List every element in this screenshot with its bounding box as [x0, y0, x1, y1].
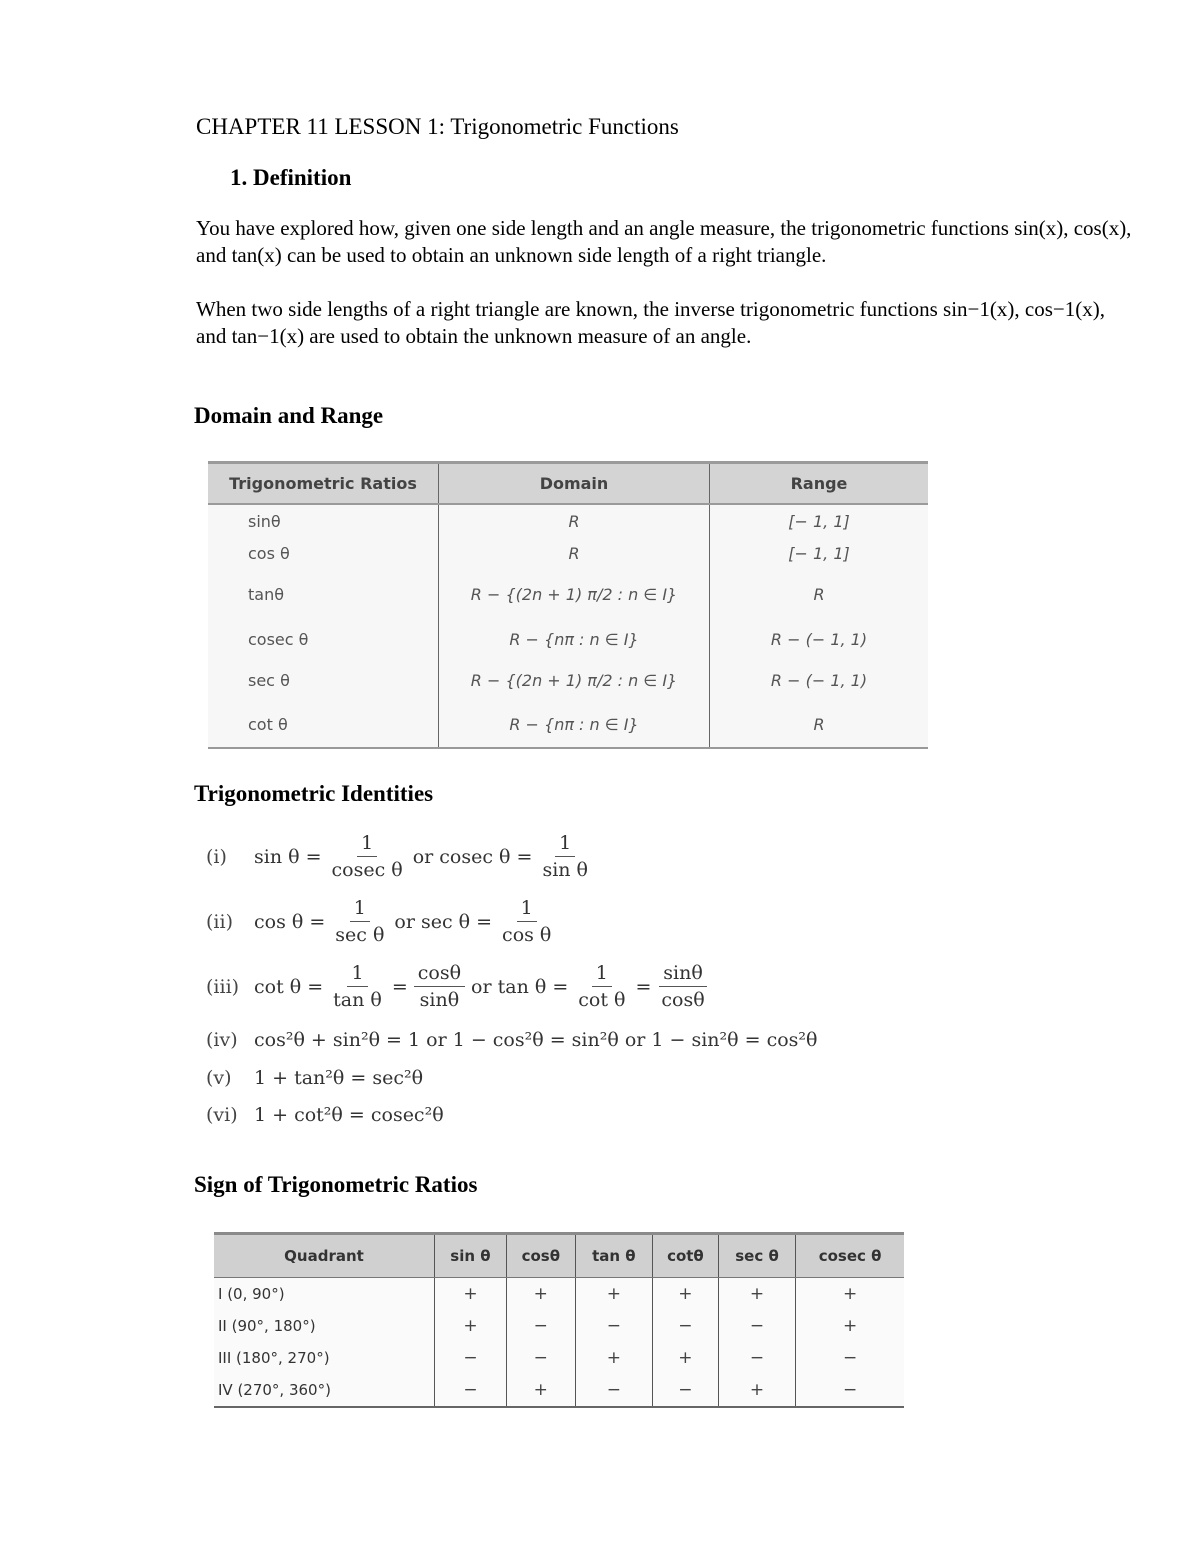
range-cell: R − (− 1, 1): [710, 620, 929, 658]
domain-cell: R: [439, 504, 710, 538]
identity-number: (iii): [206, 975, 240, 998]
identity-lhs: cot θ =: [254, 975, 324, 998]
table-header-row: [208, 463, 928, 505]
column-header: cotθ: [652, 1234, 718, 1278]
numerator: 1: [517, 897, 537, 922]
column-header: Range: [710, 463, 929, 505]
sign-cell: −: [575, 1310, 652, 1342]
heading-domain-range: Domain and Range: [194, 403, 384, 428]
identity-number: (vi): [206, 1104, 238, 1126]
sign-table: [214, 1232, 904, 1408]
sign-cell: −: [435, 1374, 507, 1407]
range-cell: R: [710, 702, 929, 748]
numerator: 1: [555, 832, 575, 857]
sign-cell: −: [718, 1310, 795, 1342]
table-row: [214, 1278, 904, 1311]
page-title: CHAPTER 11 LESSON 1: Trigonometric Functions: [196, 114, 679, 139]
identity-v: [206, 1067, 423, 1089]
denominator: cos θ: [502, 924, 552, 946]
domain-cell: R: [439, 538, 710, 568]
ratio-cell: sinθ: [248, 512, 281, 531]
paragraph-definition-1: You have explored how, given one side length and an angle measure, the trigonometric functions sin(x), cos(x), and tan(x) can be used to obtain an unknown side length of a right triangle.: [196, 216, 1132, 267]
numerator: cosθ: [414, 962, 465, 987]
ratio-cell: tanθ: [248, 584, 285, 604]
sign-cell: −: [506, 1310, 575, 1342]
identity-ii: [206, 897, 561, 946]
sign-cell: −: [796, 1342, 904, 1374]
equals-sign: =: [635, 975, 652, 998]
ratio-cell: cos θ: [248, 543, 290, 563]
domain-range-table: [208, 461, 928, 749]
domain-cell: R − {(2n + 1) π/2 : n ∈ I}: [439, 568, 710, 620]
identity-lhs: cos θ =: [254, 910, 326, 933]
range-cell: [− 1, 1]: [710, 504, 929, 538]
sign-cell: +: [718, 1374, 795, 1407]
column-header: Quadrant: [214, 1234, 435, 1278]
column-header: sec θ: [718, 1234, 795, 1278]
equals-sign: =: [391, 975, 408, 998]
table-row: [208, 620, 928, 658]
table-row: [214, 1342, 904, 1374]
sign-cell: +: [652, 1342, 718, 1374]
denominator: sec θ: [335, 924, 385, 946]
sign-cell: −: [435, 1342, 507, 1374]
sign-cell: +: [435, 1310, 507, 1342]
sign-cell: −: [796, 1374, 904, 1407]
heading-identities: Trigonometric Identities: [194, 781, 434, 806]
table-header-row: [214, 1234, 904, 1278]
sign-cell: +: [435, 1278, 507, 1311]
identity-number: (i): [206, 845, 227, 868]
domain-cell: R − {nπ : n ∈ I}: [439, 620, 710, 658]
numerator: 1: [350, 897, 370, 922]
quadrant-cell: I (0, 90°): [218, 1285, 285, 1303]
ratio-cell: cot θ: [208, 702, 439, 748]
sign-cell: −: [506, 1342, 575, 1374]
sign-cell: +: [652, 1278, 718, 1311]
numerator: 1: [347, 962, 367, 987]
sign-cell: +: [506, 1278, 575, 1311]
sign-cell: +: [575, 1342, 652, 1374]
column-header: cosθ: [506, 1234, 575, 1278]
sign-cell: −: [575, 1374, 652, 1407]
sign-cell: −: [652, 1310, 718, 1342]
identity-text: 1 + cot²θ = cosec²θ: [254, 1104, 444, 1126]
identity-iii: [206, 962, 715, 1011]
identity-number: (iv): [206, 1029, 238, 1051]
identity-iv: [206, 1029, 817, 1051]
ratio-cell: sec θ: [248, 670, 290, 690]
identity-number: (v): [206, 1067, 232, 1089]
fraction: [414, 962, 465, 1011]
fraction: [329, 962, 386, 1011]
denominator: tan θ: [333, 989, 382, 1011]
identity-number: (ii): [206, 910, 233, 933]
sign-cell: −: [718, 1342, 795, 1374]
range-cell: [− 1, 1]: [710, 538, 929, 568]
column-header: tan θ: [575, 1234, 652, 1278]
column-header: sin θ: [435, 1234, 507, 1278]
identity-text: 1 + tan²θ = sec²θ: [254, 1067, 424, 1089]
denominator: sin θ: [542, 859, 588, 881]
fraction: [331, 897, 388, 946]
column-header: cosec θ: [796, 1234, 904, 1278]
numerator: 1: [357, 832, 377, 857]
identity-text: cos²θ + sin²θ = 1 or 1 − cos²θ = sin²θ or 1 − sin²θ = cos²θ: [254, 1029, 818, 1051]
denominator: cosθ: [661, 989, 705, 1011]
range-cell: R: [710, 568, 929, 620]
column-header: Trigonometric Ratios: [208, 463, 439, 505]
numerator: 1: [592, 962, 612, 987]
sign-cell: −: [652, 1374, 718, 1407]
sign-cell: +: [796, 1278, 904, 1311]
fraction: [538, 832, 592, 881]
fraction: [328, 832, 407, 881]
quadrant-cell: IV (270°, 360°): [214, 1374, 435, 1407]
numerator: sinθ: [659, 962, 707, 987]
identity-lhs: sin θ =: [254, 845, 322, 868]
table-row: [208, 658, 928, 702]
range-cell: R − (− 1, 1): [710, 658, 929, 702]
quadrant-cell: II (90°, 180°): [218, 1317, 316, 1335]
sign-cell: +: [575, 1278, 652, 1311]
identity-i: [206, 832, 598, 881]
table-row: [208, 568, 928, 620]
table-row: [214, 1310, 904, 1342]
column-header: Domain: [439, 463, 710, 505]
identity-vi: [206, 1104, 444, 1126]
table-row: [208, 702, 928, 748]
fraction: [498, 897, 555, 946]
paragraph-definition-2: When two side lengths of a right triangle are known, the inverse trigonometric functions sin−1(x), cos−1(x), and tan−1(x) are used to obtain the unknown measure of an angle.: [196, 297, 1105, 348]
identity-or: or tan θ =: [471, 975, 569, 998]
domain-cell: R − {(2n + 1) π/2 : n ∈ I}: [439, 658, 710, 702]
quadrant-cell: III (180°, 270°): [218, 1349, 330, 1367]
sign-cell: +: [718, 1278, 795, 1311]
ratio-cell: cosec θ: [248, 629, 309, 649]
table-row: [208, 538, 928, 568]
fraction: [657, 962, 708, 1011]
table-row: [208, 504, 928, 538]
identity-or: or cosec θ =: [412, 845, 533, 868]
denominator: cosec θ: [331, 859, 403, 881]
heading-signs: Sign of Trigonometric Ratios: [194, 1172, 478, 1197]
identity-or: or sec θ =: [394, 910, 493, 933]
domain-cell: R − {nπ : n ∈ I}: [439, 702, 710, 748]
sign-cell: +: [796, 1310, 904, 1342]
fraction: [574, 962, 629, 1011]
sign-cell: +: [506, 1374, 575, 1407]
denominator: cot θ: [578, 989, 626, 1011]
table-row: [214, 1374, 904, 1407]
denominator: sinθ: [419, 989, 460, 1011]
section-heading-definition: 1. Definition: [230, 165, 352, 190]
